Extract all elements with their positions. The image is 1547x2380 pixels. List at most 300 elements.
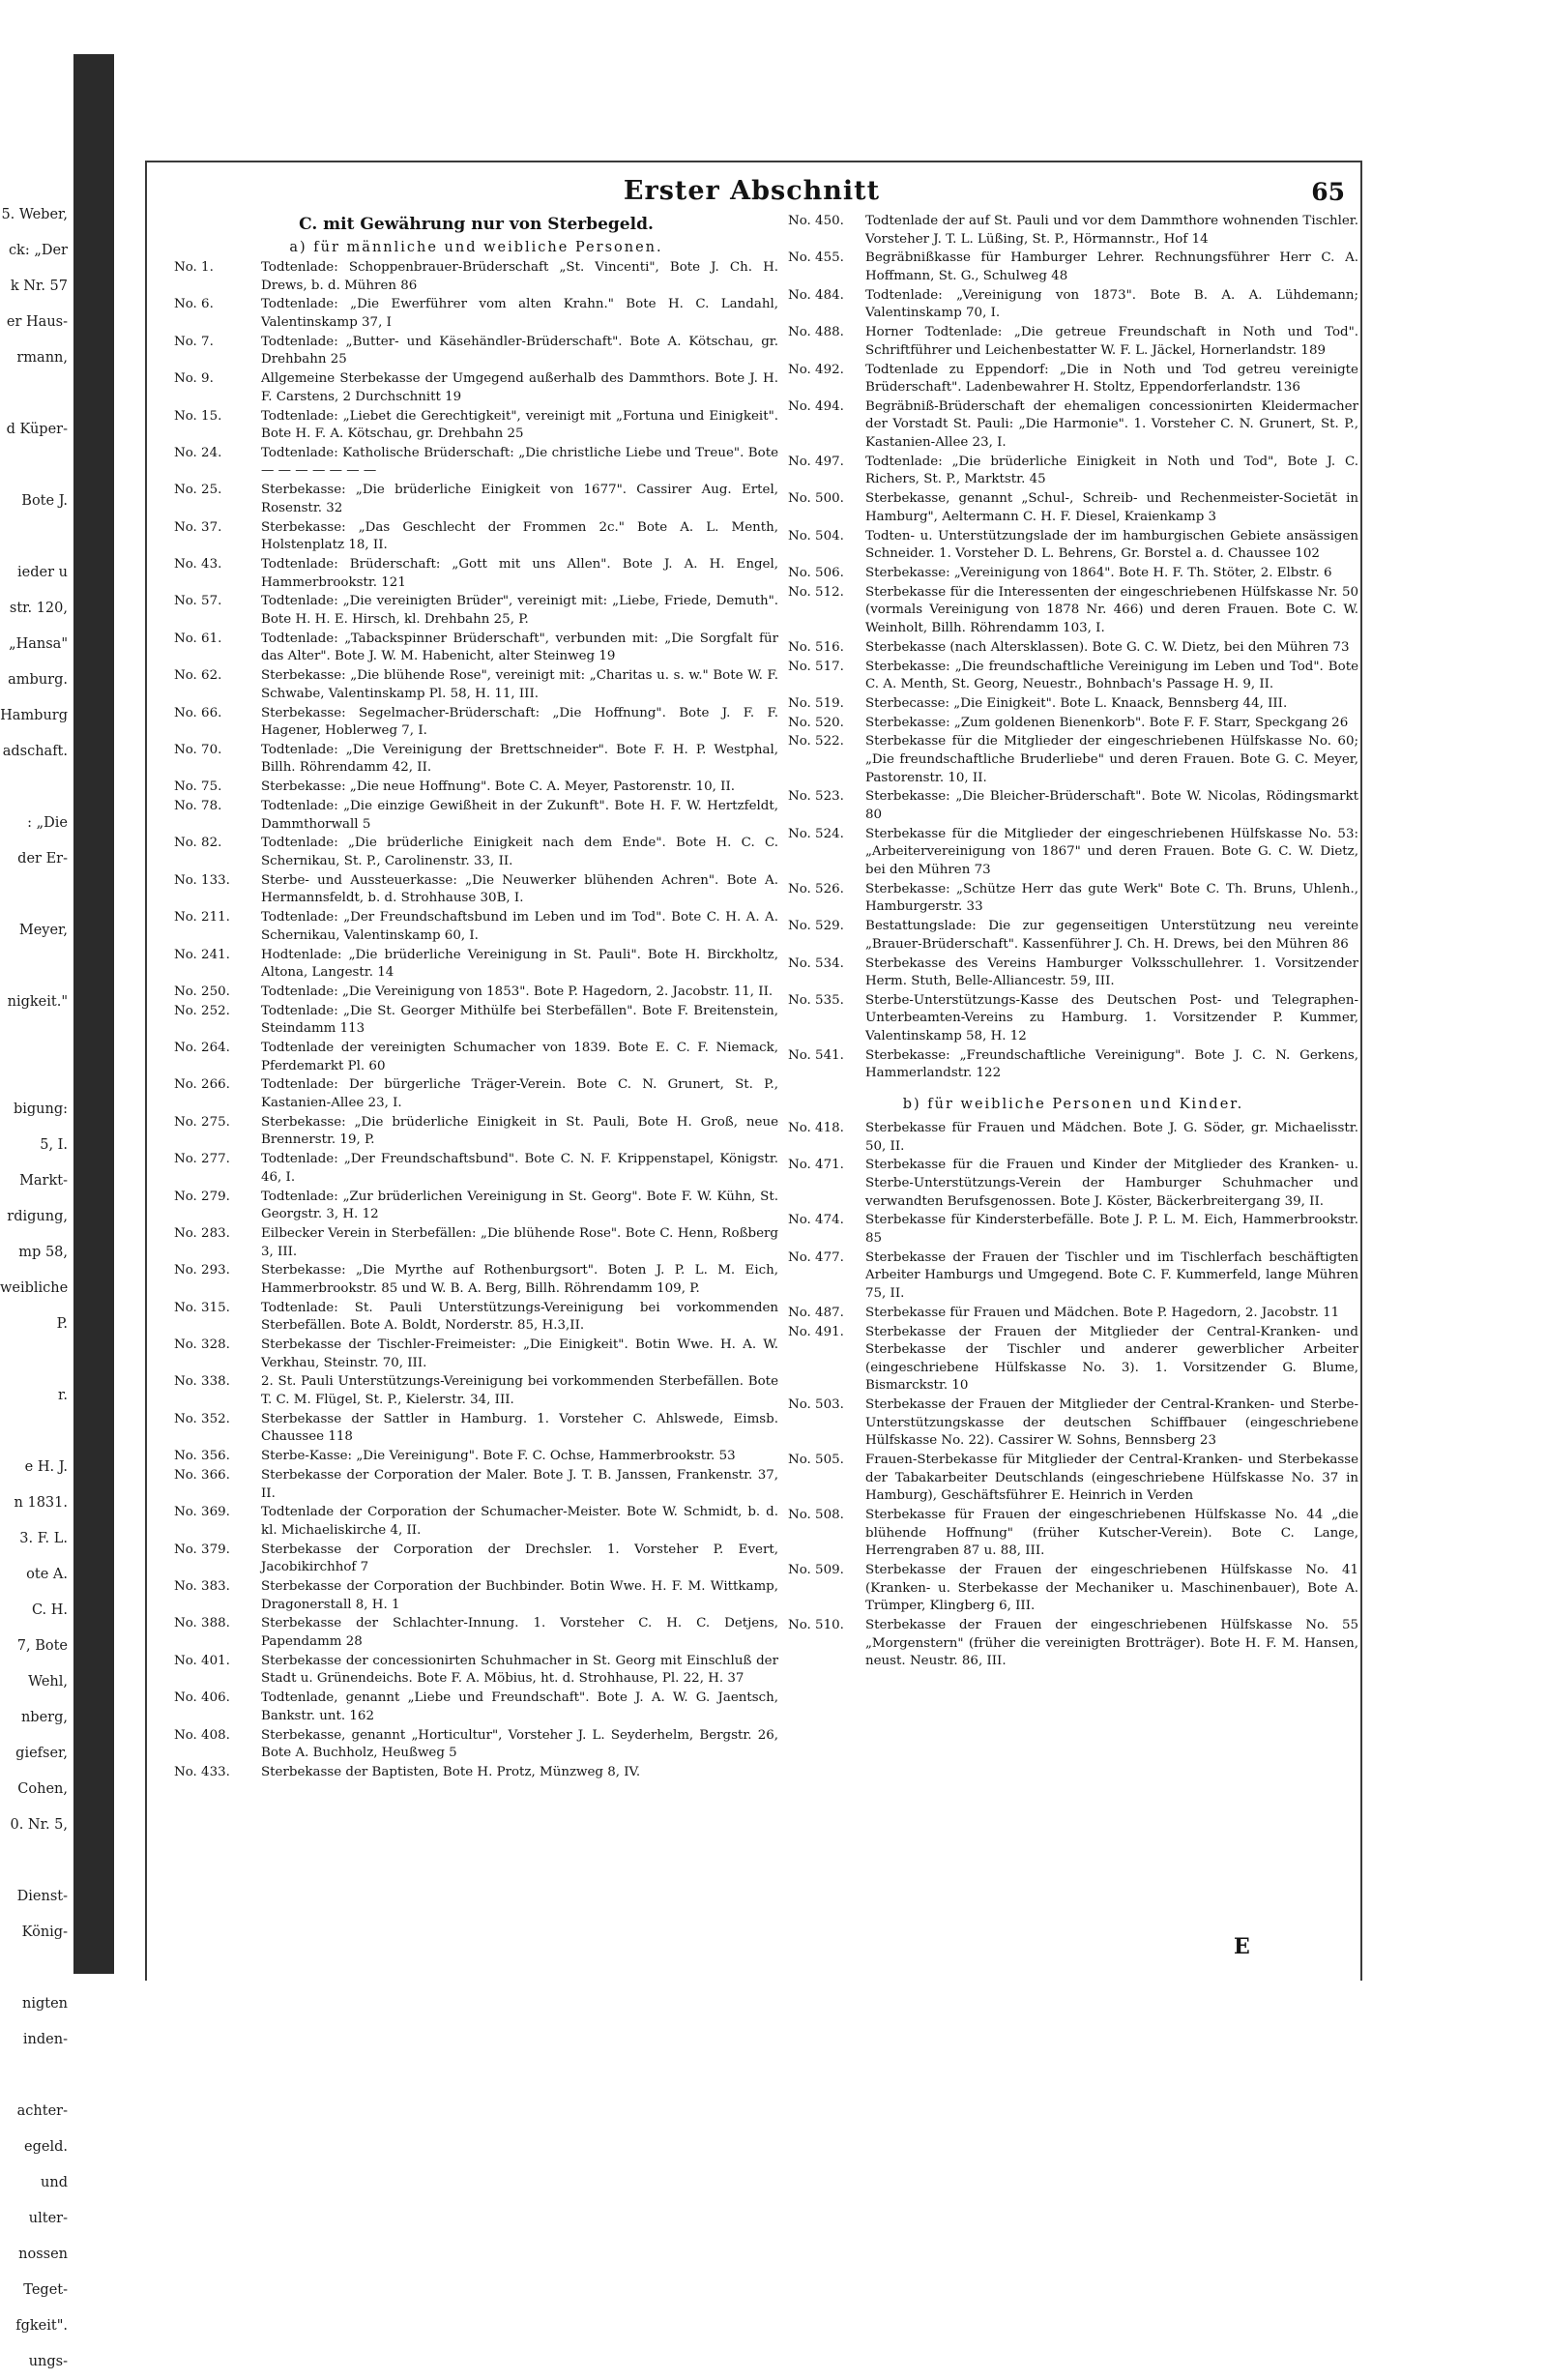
directory-entry	[174, 1615, 778, 1651]
entry-text: Todtenlade: „Die brüderliche Einigkeit nach dem Ende". Bote H. C. C. Schernikau, St. P., Carolinenstr. 33, II.	[261, 836, 778, 868]
entry-number: No. 516.	[788, 639, 844, 655]
directory-entry	[788, 565, 1358, 583]
previous-page-fragment: ulter-	[28, 2211, 68, 2226]
previous-page-fragment: 7, Bote	[16, 1638, 68, 1654]
directory-entry	[788, 1396, 1358, 1451]
previous-page-fragment: egeld.	[24, 2139, 68, 2155]
entry-number: No. 75.	[174, 779, 222, 795]
directory-entry	[174, 631, 778, 666]
entry-text: Sterbe-Unterstützungs-Kasse des Deutschen Post- und Telegraphen-Unterbeamten-Vereins zu Hamburg. 1. Vorsitzender P. Kummer, Valentinskamp 58, H. 12	[865, 992, 1358, 1044]
entry-text: Sterbekasse: „Die freundschaftliche Vereinigung im Leben und Tod". Bote C. A. Menth, St. Georg, Neuestr., Bohnbach's Passage H. 9, II.	[865, 659, 1358, 692]
entry-number: No. 82.	[174, 836, 222, 851]
directory-entry	[788, 324, 1358, 360]
entry-text: Sterbekasse: „Vereinigung von 1864". Bote H. F. Th. Stöter, 2. Elbstr. 6	[865, 565, 1332, 580]
directory-entry	[174, 872, 778, 908]
directory-entry	[788, 1562, 1358, 1616]
entry-number: No. 471.	[788, 1158, 844, 1173]
previous-page-fragment: ungs-	[28, 2354, 68, 2369]
entry-text: Sterbekasse für die Frauen und Kinder der Mitglieder des Kranken- u. Sterbe-Unterstützungs-Verein der Hamburger Schuhmacher und verwandten Berufsgenossen. Bote J. Köster, Bäckerbreitergang 39, II.	[865, 1158, 1358, 1209]
entry-number: No. 70.	[174, 742, 222, 757]
directory-entry	[788, 715, 1358, 733]
entry-text: Todtenlade: St. Pauli Unterstützungs-Vereinigung bei vorkommenden Sterbefällen. Bote A. Boldt, Norderstr. 85, H.3,II.	[261, 1300, 778, 1334]
entry-number: No. 526.	[788, 881, 844, 896]
previous-page-fragment	[0, 1843, 68, 1879]
previous-page-fragment	[0, 949, 68, 984]
entry-text: Sterbekasse, genannt „Schul-, Schreib- und Rechenmeister-Societät in Hamburg", Aeltermann C. H. F. Diesel, Kraienkamp 3	[865, 491, 1358, 524]
entry-number: No. 509.	[788, 1562, 844, 1577]
entry-text: Sterbekasse für die Mitglieder der eingeschriebenen Hülfskasse No. 53: „Arbeitervereinigung von 1867" und deren Frauen. Bote G. C. W. Dietz, bei den Mühren 73	[865, 826, 1358, 877]
directory-entry	[788, 1212, 1358, 1248]
entry-text: Todtenlade: „Die Ewerführer vom alten Krahn." Bote H. C. Landahl, Valentinskamp 37, I	[261, 297, 778, 330]
directory-entry	[174, 334, 778, 369]
entry-number: No. 506.	[788, 565, 844, 580]
directory-entry	[788, 788, 1358, 824]
entry-number: No. 523.	[788, 789, 844, 805]
entry-text: Todtenlade: Katholische Brüderschaft: „Die christliche Liebe und Treue". Bote — — — — — — —	[261, 445, 778, 479]
entry-text: Sterbekasse: „Die Bleicher-Brüderschaft". Bote W. Nicolas, Rödingsmarkt 80	[865, 789, 1358, 822]
entry-number: No. 487.	[788, 1305, 844, 1320]
entry-text: Sterbekasse des Vereins Hamburger Volksschullehrer. 1. Vorsitzender Herm. Stuth, Belle-Alliancestr. 59, III.	[865, 955, 1358, 989]
entry-number: No. 352.	[174, 1411, 230, 1426]
previous-page-fragment: „Hansa"	[9, 636, 68, 652]
entry-number: No. 497.	[788, 454, 844, 469]
entry-number: No. 519.	[788, 695, 844, 711]
previous-page-fragment: mp 58,	[18, 1245, 68, 1260]
entry-text: Sterbekasse für Frauen und Mädchen. Bote P. Hagedorn, 2. Jacobstr. 11	[865, 1305, 1340, 1320]
entry-text: Todtenlade: „Die Vereinigung von 1853". Bote P. Hagedorn, 2. Jacobstr. 11, II.	[261, 984, 774, 999]
directory-entry	[788, 1452, 1358, 1506]
entry-number: No. 6.	[174, 297, 214, 312]
directory-entry	[174, 1189, 778, 1224]
directory-entry	[788, 955, 1358, 991]
entry-number: No. 25.	[174, 483, 222, 498]
previous-page-fragment: adschaft.	[2, 744, 68, 759]
previous-page-edge	[73, 54, 114, 1974]
entry-number: No. 283.	[174, 1225, 230, 1241]
entry-text: Sterbe-Kasse: „Die Vereinigung". Bote F. C. Ochse, Hammerbrookstr. 53	[261, 1449, 736, 1464]
entry-text: Sterbekasse, genannt „Horticultur", Vorsteher J. L. Seyderhelm, Bergstr. 26, Bote A. Buchholz, Heußweg 5	[261, 1727, 778, 1761]
directory-entry	[174, 593, 778, 629]
entry-number: No. 37.	[174, 519, 222, 535]
entry-text: Todtenlade: Der bürgerliche Träger-Verein. Bote C. N. Grunert, St. P., Kastanien-Allee 23, I.	[261, 1077, 778, 1111]
previous-page-fragment: amburg.	[8, 672, 68, 688]
entry-number: No. 517.	[788, 659, 844, 674]
entry-text: Sterbekasse: „Zum goldenen Bienenkorb". Bote F. F. Starr, Speckgang 26	[865, 715, 1349, 730]
entry-text: Todtenlade: „Butter- und Käsehändler-Brüderschaft". Bote A. Kötschau, gr. Drehbahn 25	[261, 334, 778, 367]
page-number: 65	[1311, 178, 1345, 206]
entry-number: No. 455.	[788, 250, 844, 266]
directory-entry	[174, 1411, 778, 1447]
directory-entry	[788, 1047, 1358, 1083]
entry-text: Allgemeine Sterbekasse der Umgegend außerhalb des Dammthors. Bote J. H. F. Carstens, 2 Durchschnitt 19	[261, 371, 778, 404]
entry-number: No. 293.	[174, 1263, 230, 1278]
entry-number: No. 505.	[788, 1453, 844, 1468]
entry-text: Todtenlade der vereinigten Schumacher von 1839. Bote E. C. F. Niemack, Pferdemarkt Pl. 60	[261, 1041, 778, 1073]
entry-text: Todtenlade: „Der Freundschaftsbund im Leben und im Tod". Bote C. H. A. A. Schernikau, Valentinskamp 60, I.	[261, 910, 778, 943]
entry-number: No. 500.	[788, 491, 844, 507]
directory-entry	[174, 909, 778, 945]
entry-number: No. 369.	[174, 1505, 230, 1520]
entry-text: Sterbekasse: „Die brüderliche Einigkeit von 1677". Cassirer Aug. Ertel, Rosenstr. 32	[261, 483, 778, 515]
entry-number: No. 524.	[788, 826, 844, 841]
entry-text: Sterbekasse: „Freundschaftliche Vereinigung". Bote J. C. N. Gerkens, Hammerlandstr. 122	[865, 1047, 1358, 1081]
directory-entry	[788, 659, 1358, 694]
entry-text: Sterbekasse: „Das Geschlecht der Frommen 2c." Bote A. L. Menth, Holstenplatz 18, II.	[261, 519, 778, 553]
entry-text: Sterbekasse der Corporation der Maler. Bote J. T. B. Janssen, Frankenstr. 37, II.	[261, 1467, 778, 1501]
previous-page-fragment: 3. F. L.	[19, 1531, 68, 1546]
entry-text: Sterbekasse: „Die neue Hoffnung". Bote C. A. Meyer, Pastorenstr. 10, II.	[261, 779, 736, 795]
entry-number: No. 406.	[174, 1690, 230, 1706]
entry-text: Sterbekasse für die Interessenten der eingeschriebenen Hülfskasse Nr. 50 (vormals Vereinigung von 1878 Nr. 466) und deren Frauen. Bote C. W. Weinholt, Billh. Röhrendamm 103, I.	[865, 584, 1358, 635]
directory-entry	[174, 1578, 778, 1614]
previous-page-fragment: nigten	[21, 1996, 68, 2012]
entry-list-right-b	[788, 1120, 1358, 1671]
entry-text: Todtenlade: „Der Freundschaftsbund". Bote C. N. F. Krippenstapel, Königstr. 46, I.	[261, 1152, 778, 1185]
entry-text: Sterbekasse der Corporation der Drechsler. 1. Vorsteher P. Evert, Jacobikirchhof 7	[261, 1542, 778, 1575]
entry-text: Sterbekasse der Schlachter-Innung. 1. Vorsteher C. H. C. Detjens, Papendamm 28	[261, 1616, 778, 1650]
entry-list-left	[174, 259, 778, 1782]
entry-number: No. 275.	[174, 1114, 230, 1130]
directory-entry	[788, 733, 1358, 787]
entry-number: No. 338.	[174, 1374, 230, 1390]
entry-number: No. 494.	[788, 398, 844, 414]
entry-number: No. 492.	[788, 362, 844, 377]
entry-number: No. 277.	[174, 1152, 230, 1167]
previous-page-fragment: und	[41, 2175, 68, 2190]
directory-entry	[788, 639, 1358, 658]
entry-number: No. 491.	[788, 1324, 844, 1339]
directory-entry	[174, 1542, 778, 1577]
previous-page-fragment: der Er-	[17, 851, 68, 867]
previous-page-fragment: Cohen,	[17, 1781, 68, 1797]
entry-text: Sterbekasse für Kindersterbefälle. Bote J. P. L. M. Eich, Hammerbrookstr. 85	[865, 1213, 1358, 1246]
entry-number: No. 474.	[788, 1213, 844, 1228]
entry-text: Todtenlade: „Die St. Georger Mithülfe bei Sterbefällen". Bote F. Breitenstein, Steindamm 113	[261, 1003, 778, 1037]
entry-text: Sterbekasse der Corporation der Buchbinder. Botin Wwe. H. F. M. Wittkamp, Dragonerstall 8, H. 1	[261, 1579, 778, 1612]
directory-entry	[174, 705, 778, 741]
previous-page-fragment: 5, I.	[40, 1137, 68, 1153]
signature-mark: E	[1234, 1934, 1250, 1959]
entry-number: No. 379.	[174, 1542, 230, 1557]
entry-text: Todtenlade, genannt „Liebe und Freundschaft". Bote J. A. W. G. Jaentsch, Bankstr. unt. 162	[261, 1690, 778, 1723]
directory-entry	[174, 482, 778, 517]
directory-entry	[174, 1727, 778, 1763]
entry-number: No. 43.	[174, 557, 222, 572]
directory-entry	[174, 947, 778, 983]
previous-page-fragment: rmann,	[16, 350, 68, 366]
previous-page-fragment: 0. Nr. 5,	[10, 1817, 68, 1833]
entry-number: No. 535.	[788, 992, 844, 1008]
entry-text: Todtenlade: „Vereinigung von 1873". Bote B. A. A. Lühdemann; Valentinskamp 70, I.	[865, 287, 1358, 321]
entry-number: No. 66.	[174, 705, 222, 720]
entry-number: No. 57.	[174, 594, 222, 609]
previous-page-fragment: nberg,	[20, 1710, 68, 1725]
directory-entry	[788, 1507, 1358, 1561]
directory-entry	[174, 1504, 778, 1540]
directory-entry	[174, 1653, 778, 1689]
previous-page-fragment	[0, 376, 68, 412]
entry-text: Frauen-Sterbekasse für Mitglieder der Central-Kranken- und Sterbekasse der Tabakarbeiter Deutschlands (eingeschriebene Hülfskasse No. 37 in Hamburg), Geschäftsführer E. Heinrich in Verden	[865, 1453, 1358, 1504]
previous-page-fragment: : „Die	[27, 815, 68, 831]
entry-number: No. 484.	[788, 287, 844, 303]
entry-text: Todtenlade: „Tabackspinner Brüderschaft", verbunden mit: „Die Sorgfalt für das Alter". Bote J. W. M. Habenicht, alter Steinweg 19	[261, 631, 778, 664]
entry-text: Bestattungslade: Die zur gegenseitigen Unterstützung neu vereinte „Brauer-Brüderschaft". Kassenführer J. Ch. H. Drews, bei den Mühren 86	[865, 919, 1358, 952]
entry-text: Sterbekasse der Baptisten, Bote H. Protz, Münzweg 8, IV.	[261, 1764, 641, 1779]
previous-page-fragment: e H. J.	[24, 1459, 68, 1475]
entry-number: No. 418.	[788, 1121, 844, 1136]
directory-entry	[174, 1040, 778, 1075]
directory-entry	[174, 519, 778, 555]
directory-entry	[174, 1448, 778, 1466]
entry-number: No. 534.	[788, 955, 844, 971]
entry-text: Todtenlade der Corporation der Schumacher-Meister. Bote W. Schmidt, b. d. kl. Michaeliskirche 4, II.	[261, 1505, 778, 1538]
directory-entry	[174, 1114, 778, 1150]
entry-text: Todtenlade: „Die einzige Gewißheit in der Zukunft". Bote H. F. W. Hertzfeldt, Dammthorwall 5	[261, 799, 778, 832]
directory-entry	[174, 1467, 778, 1503]
entry-text: Sterbekasse der Frauen der Mitglieder der Central-Kranken- und Sterbekasse der Tischler und anderer gewerblicher Arbeiter (eingeschriebene Hülfskasse No. 3). 1. Vorsitzender G. Blume, Bismarckstr. 10	[865, 1324, 1358, 1394]
previous-page-fragment: weibliche	[0, 1280, 68, 1296]
entry-text: Sterbekasse für die Mitglieder der eingeschriebenen Hülfskasse No. 60; „Die freundschaftliche Bruderliebe" und deren Frauen. Bote G. C. Meyer, Pastorenstr. 10, II.	[865, 734, 1358, 785]
entry-text: Todtenlade: „Zur brüderlichen Vereinigung in St. Georg". Bote F. W. Kühn, St. Georgstr. 3, H. 12	[261, 1189, 778, 1222]
entry-text: Horner Todtenlade: „Die getreue Freundschaft in Noth und Tod". Schriftführer und Leichenbestatter W. F. L. Jäckel, Hornerlandstr. 189	[865, 325, 1358, 358]
entry-number: No. 433.	[174, 1764, 230, 1779]
subsection-heading-b: b) für weibliche Personen und Kinder.	[902, 1097, 1244, 1113]
directory-entry	[174, 984, 778, 1002]
previous-page-fragment: Markt-	[19, 1173, 68, 1189]
entry-text: 2. St. Pauli Unterstützungs-Vereinigung bei vorkommenden Sterbefällen. Bote T. C. M. Flügel, St. P., Kielerstr. 34, III.	[261, 1374, 778, 1408]
previous-page-column	[0, 197, 68, 2380]
previous-page-fragment: Meyer,	[18, 923, 68, 938]
previous-page-fragment: fgkeit".	[15, 2318, 68, 2334]
directory-entry	[174, 1262, 778, 1298]
entry-number: No. 366.	[174, 1467, 230, 1483]
previous-page-fragment: er Haus-	[6, 314, 68, 330]
previous-page-fragment: ote A.	[26, 1567, 68, 1582]
entry-number: No. 356.	[174, 1449, 230, 1464]
previous-page-fragment: achter-	[16, 2103, 68, 2119]
previous-page-fragment: nigkeit."	[7, 994, 68, 1010]
entry-number: No. 266.	[174, 1077, 230, 1093]
previous-page-fragment: P.	[56, 1316, 68, 1332]
entry-number: No. 401.	[174, 1653, 230, 1668]
directory-entry	[788, 1120, 1358, 1156]
entry-number: No. 252.	[174, 1003, 230, 1018]
previous-page-fragment: Teget-	[23, 2282, 68, 2298]
directory-entry	[788, 250, 1358, 285]
directory-entry	[788, 398, 1358, 453]
entry-number: No. 62.	[174, 668, 222, 684]
left-column	[174, 213, 778, 1783]
directory-entry	[174, 370, 778, 406]
directory-entry	[174, 445, 778, 481]
directory-entry	[788, 584, 1358, 638]
previous-page-fragment: Hamburg	[0, 708, 68, 723]
entry-text: Hodtenlade: „Die brüderliche Vereinigung in St. Pauli". Bote H. Birckholtz, Altona, Langestr. 14	[261, 947, 778, 981]
entry-number: No. 264.	[174, 1041, 230, 1056]
directory-entry	[174, 556, 778, 592]
entry-number: No. 520.	[788, 715, 844, 730]
entry-text: Sterbecasse: „Die Einigkeit". Bote L. Knaack, Bennsberg 44, III.	[865, 695, 1288, 711]
directory-entry	[174, 1003, 778, 1039]
previous-page-fragment	[0, 770, 68, 806]
previous-page-fragment	[0, 519, 68, 555]
directory-entry	[174, 1151, 778, 1187]
directory-entry	[788, 1157, 1358, 1211]
directory-entry	[788, 1249, 1358, 1304]
directory-entry	[174, 1076, 778, 1112]
entry-text: Sterbekasse für Frauen der eingeschriebenen Hülfskasse No. 44 „die blühende Hoffnung" (früher Kutscher-Verein). Bote C. Lange, Herrengraben 87 u. 88, III.	[865, 1508, 1358, 1559]
entry-number: No. 508.	[788, 1508, 844, 1522]
directory-entry	[174, 835, 778, 870]
previous-page-fragment: k Nr. 57	[10, 279, 68, 294]
entry-number: No. 541.	[788, 1047, 844, 1063]
entry-text: Sterbekasse der Tischler-Freimeister: „Die Einigkeit". Botin Wwe. H. A. W. Verkhau, Steinstr. 70, III.	[261, 1337, 778, 1370]
previous-page-fragment: 5. Weber,	[1, 207, 68, 222]
entry-number: No. 315.	[174, 1300, 230, 1315]
entry-text: Sterbekasse der concessionirten Schuhmacher in St. Georg mit Einschluß der Stadt u. Grünendeichs. Bote F. A. Möbius, ht. d. Strohhause, Pl. 22, H. 37	[261, 1653, 778, 1687]
directory-entry	[788, 992, 1358, 1046]
entry-number: No. 388.	[174, 1616, 230, 1631]
previous-page-fragment	[0, 1342, 68, 1378]
entry-number: No. 61.	[174, 631, 222, 646]
directory-entry	[788, 881, 1358, 917]
entry-number: No. 133.	[174, 872, 230, 888]
directory-entry	[788, 213, 1358, 249]
previous-page-fragment: d Küper-	[6, 422, 68, 437]
entry-text: Todtenlade: Schoppenbrauer-Brüderschaft „St. Vincenti", Bote J. Ch. H. Drews, b. d. Mühren 86	[261, 260, 778, 293]
entry-text: Todtenlade: „Die Vereinigung der Brettschneider". Bote F. H. P. Westphal, Billh. Röhrendamm 42, II.	[261, 742, 778, 776]
directory-entry	[174, 1337, 778, 1372]
entry-number: No. 78.	[174, 799, 222, 814]
previous-page-fragment	[0, 2058, 68, 2094]
entry-text: Sterbekasse der Frauen der eingeschriebenen Hülfskasse No. 55 „Morgenstern" (früher die vereinigten Brotträger). Bote H. F. M. Hansen, neust. Neustr. 86, III.	[865, 1617, 1358, 1669]
section-title: Erster Abschnitt	[623, 176, 881, 206]
directory-entry	[788, 287, 1358, 323]
directory-entry	[788, 1305, 1358, 1323]
previous-page-fragment	[0, 1020, 68, 1056]
directory-entry	[788, 362, 1358, 397]
entry-number: No. 510.	[788, 1617, 844, 1632]
previous-page-fragment: nossen	[18, 2247, 68, 2262]
entry-number: No. 450.	[788, 214, 844, 228]
previous-page-fragment: inden-	[22, 2032, 68, 2047]
previous-page-fragment	[0, 877, 68, 913]
entry-list-right	[788, 213, 1358, 1083]
entry-number: No. 15.	[174, 408, 222, 424]
directory-entry	[788, 1617, 1358, 1671]
running-head	[145, 176, 1358, 211]
entry-number: No. 24.	[174, 445, 222, 460]
directory-entry	[788, 454, 1358, 489]
entry-text: Todtenlade der auf St. Pauli und vor dem Dammthore wohnenden Tischler. Vorsteher J. T. L. Lüßing, St. P., Hörmannstr., Hof 14	[865, 214, 1358, 247]
entry-number: No. 522.	[788, 734, 844, 749]
entry-text: Sterbekasse für Frauen und Mädchen. Bote J. G. Söder, gr. Michaelisstr. 50, II.	[865, 1121, 1358, 1154]
entry-number: No. 488.	[788, 325, 844, 340]
entry-text: Sterbekasse der Frauen der Tischler und im Tischlerfach beschäftigten Arbeiter Hamburgs und Umgegend. Bote C. F. Kummerfeld, lange Mühren 75, II.	[865, 1249, 1358, 1301]
previous-page-fragment: C. H.	[31, 1602, 68, 1618]
directory-entry	[174, 1764, 778, 1782]
entry-number: No. 9.	[174, 371, 214, 387]
directory-entry	[174, 798, 778, 834]
previous-page-fragment: Bote J.	[21, 493, 68, 509]
previous-page-fragment: rdigung,	[7, 1209, 68, 1224]
directory-entry	[174, 259, 778, 295]
entry-text: Sterbekasse der Frauen der Mitglieder der Central-Kranken- und Sterbe-Unterstützungskasse der deutschen Schiffbauer (eingeschriebene Hülfskasse No. 22). Cassirer W. Sohns, Bennsberg 23	[865, 1397, 1358, 1449]
entry-text: Todtenlade: „Liebet die Gerechtigkeit", vereinigt mit „Fortuna und Einigkeit". Bote H. F. A. Kötschau, gr. Drehbahn 25	[261, 408, 778, 442]
directory-entry	[174, 1300, 778, 1336]
subsection-heading-a: a) für männliche und weibliche Personen.	[289, 240, 663, 255]
directory-entry	[174, 408, 778, 444]
directory-entry	[174, 667, 778, 703]
entry-number: No. 279.	[174, 1189, 230, 1204]
previous-page-fragment	[0, 448, 68, 484]
previous-page-fragment: Dienst-	[16, 1889, 68, 1904]
previous-page-fragment: Wehl,	[28, 1674, 68, 1690]
entry-text: Sterbekasse: Segelmacher-Brüderschaft: „Die Hoffnung". Bote J. F. F. Hagener, Hoblerweg 7, I.	[261, 705, 778, 739]
entry-text: Sterbekasse: „Schütze Herr das gute Werk" Bote C. Th. Bruns, Uhlenh., Hamburgerstr. 33	[865, 881, 1358, 915]
entry-text: Sterbekasse der Frauen der eingeschriebenen Hülfskasse No. 41 (Kranken- u. Sterbekasse der Mechaniker u. Maschinenbauer), Bote A. Trümper, Klingberg 6, III.	[865, 1562, 1358, 1614]
entry-number: No. 383.	[174, 1579, 230, 1595]
directory-entry	[788, 528, 1358, 564]
entry-number: No. 408.	[174, 1727, 230, 1743]
entry-text: Sterbe- und Aussteuerkasse: „Die Neuwerker blühenden Achren". Bote A. Hermannsfeldt, b. d. Strohhause 30B, I.	[261, 872, 778, 906]
previous-page-fragment: ck: „Der	[8, 243, 68, 258]
entry-number: No. 328.	[174, 1337, 230, 1353]
directory-entry	[174, 779, 778, 797]
previous-page-fragment: König-	[21, 1925, 68, 1940]
entry-text: Sterbekasse: „Die brüderliche Einigkeit in St. Pauli, Bote H. Groß, neue Brennerstr. 19, P.	[261, 1114, 778, 1148]
entry-number: No. 241.	[174, 947, 230, 962]
entry-text: Todten- u. Unterstützungslade der im hamburgischen Gebiete ansässigen Schneider. 1. Vorsteher D. L. Behrens, Gr. Borstel a. d. Chaussee 102	[865, 528, 1358, 562]
directory-entry	[788, 695, 1358, 714]
directory-entry	[174, 1373, 778, 1409]
previous-page-fragment: r.	[58, 1388, 68, 1403]
entry-text: Sterbekasse: „Die blühende Rose", vereinigt mit: „Charitas u. s. w." Bote W. F. Schwabe, Valentinskamp Pl. 58, H. 11, III.	[261, 668, 778, 701]
directory-entry	[788, 826, 1358, 880]
entry-number: No. 7.	[174, 334, 214, 349]
right-column	[788, 213, 1358, 1672]
entry-text: Todtenlade: Brüderschaft: „Gott mit uns Allen". Bote J. A. H. Engel, Hammerbrookstr. 121	[261, 557, 778, 590]
previous-page-fragment: str. 120,	[9, 601, 68, 616]
entry-number: No. 477.	[788, 1249, 844, 1265]
entry-text: Sterbekasse: „Die Myrthe auf Rothenburgsort". Boten J. P. L. M. Eich, Hammerbrookstr. 85 und W. B. A. Berg, Billh. Röhrendamm 109, P.	[261, 1263, 778, 1296]
directory-entry	[788, 1324, 1358, 1396]
entry-text: Todtenlade: „Die vereinigten Brüder", vereinigt mit: „Liebe, Friede, Demuth". Bote H. H. E. Hirsch, kl. Drehbahn 25, P.	[261, 594, 778, 627]
directory-entry	[174, 1225, 778, 1261]
directory-entry	[788, 918, 1358, 954]
previous-page-fragment	[0, 1056, 68, 1092]
entry-number: No. 503.	[788, 1397, 844, 1413]
entry-number: No. 529.	[788, 919, 844, 934]
entry-number: No. 1.	[174, 260, 214, 275]
directory-entry	[788, 490, 1358, 526]
entry-number: No. 211.	[174, 910, 230, 926]
directory-entry	[174, 296, 778, 332]
previous-page-fragment: giefser,	[15, 1746, 68, 1761]
directory-entry	[174, 1690, 778, 1725]
section-heading: C. mit Gewährung nur von Sterbegeld.	[299, 215, 654, 234]
entry-text: Sterbekasse (nach Altersklassen). Bote G. C. W. Dietz, bei den Mühren 73	[865, 639, 1350, 655]
entry-text: Begräbniß-Brüderschaft der ehemaligen concessionirten Kleidermacher der Vorstadt St. Pauli: „Die Harmonie". 1. Vorsteher C. N. Grunert, St. P., Kastanien-Allee 23, I.	[865, 398, 1358, 451]
entry-number: No. 512.	[788, 584, 844, 600]
directory-entry	[174, 742, 778, 778]
previous-page-fragment: bigung:	[13, 1102, 68, 1117]
previous-page-fragment	[0, 1951, 68, 1986]
entry-text: Begräbnißkasse für Hamburger Lehrer. Rechnungsführer Herr C. A. Hoffmann, St. G., Schulweg 48	[865, 250, 1358, 283]
entry-text: Sterbekasse der Sattler in Hamburg. 1. Vorsteher C. Ahlswede, Eimsb. Chaussee 118	[261, 1411, 778, 1445]
entry-number: No. 250.	[174, 984, 230, 999]
entry-number: No. 504.	[788, 528, 844, 544]
